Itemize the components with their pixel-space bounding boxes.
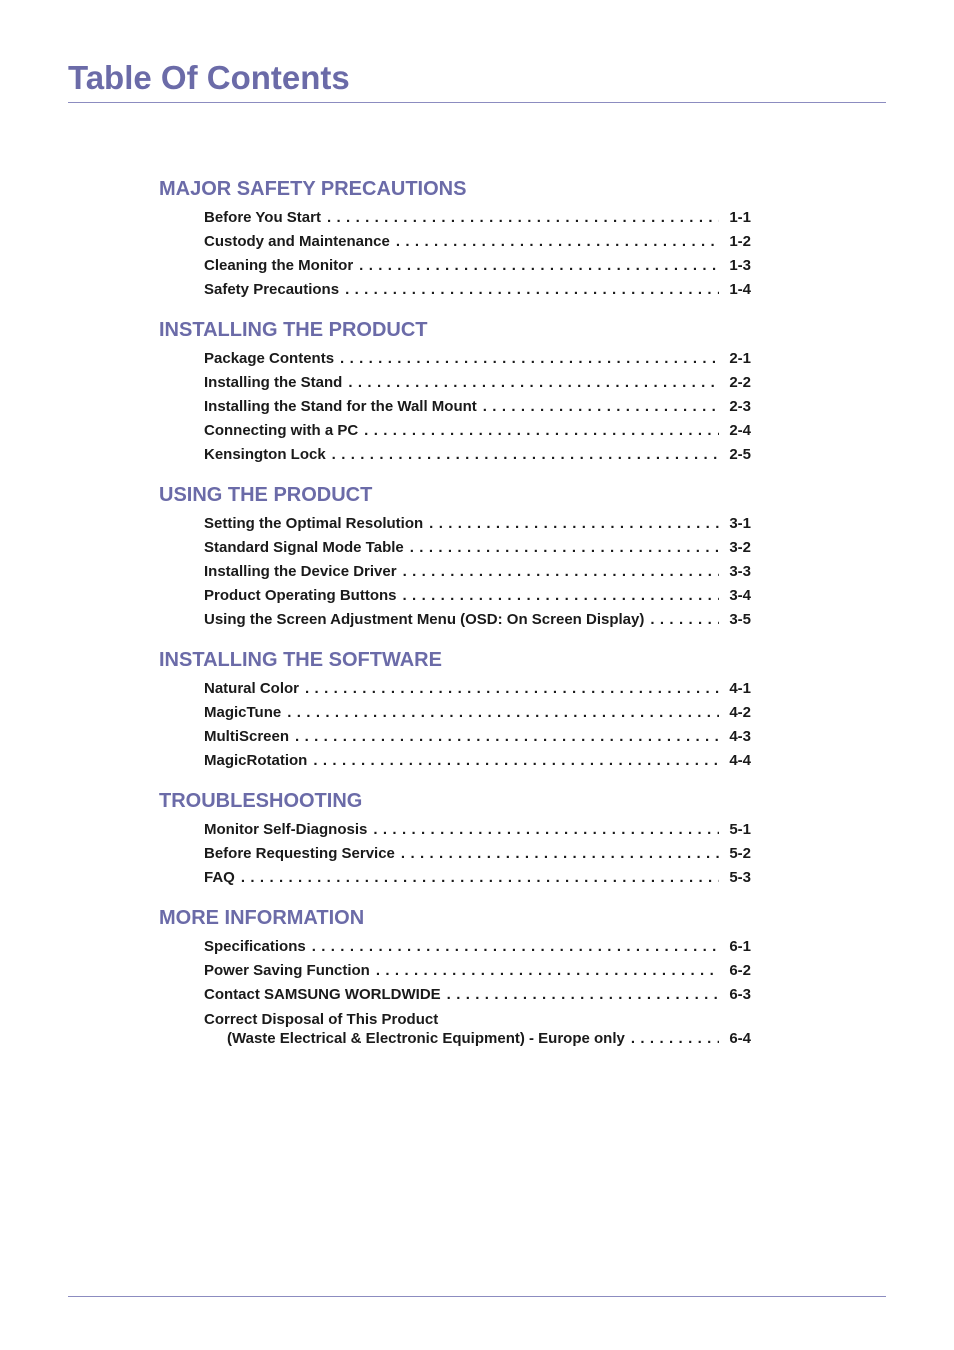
toc-entry[interactable] <box>204 347 751 371</box>
entry-page-number: 2-2 <box>729 374 751 391</box>
entry-label: Contact SAMSUNG WORLDWIDE <box>204 986 441 1003</box>
entry-list <box>159 512 751 632</box>
toc-entry[interactable] <box>204 725 751 749</box>
toc-entry[interactable] <box>204 983 751 1007</box>
entry-page-number: 4-4 <box>729 752 751 769</box>
entry-page-number: 5-2 <box>729 845 751 862</box>
entry-list <box>159 347 751 467</box>
entry-page-number: 1-4 <box>729 281 751 298</box>
dot-leader <box>313 749 719 773</box>
dot-leader <box>631 1029 719 1048</box>
entry-page-number: 2-3 <box>729 398 751 415</box>
toc-entry[interactable] <box>204 584 751 608</box>
entry-page-number: 6-4 <box>729 1030 751 1047</box>
toc-section-more-information <box>159 904 751 1048</box>
section-heading[interactable]: TROUBLESHOOTING <box>159 790 363 812</box>
entry-label: Installing the Device Driver <box>204 563 397 580</box>
dot-leader <box>348 371 719 395</box>
entry-page-number: 6-2 <box>729 962 751 979</box>
entry-page-number: 6-3 <box>729 986 751 1003</box>
dot-leader <box>376 959 719 983</box>
dot-leader <box>295 725 719 749</box>
toc-entry[interactable] <box>204 371 751 395</box>
entry-page-number: 3-4 <box>729 587 751 604</box>
footer-divider <box>68 1296 886 1297</box>
entry-label: MagicTune <box>204 704 282 721</box>
dot-leader <box>241 866 719 890</box>
toc-entry[interactable] <box>204 230 751 254</box>
toc-entry[interactable] <box>204 278 751 302</box>
entry-page-number: 4-1 <box>729 680 751 697</box>
table-of-contents <box>159 175 751 1062</box>
entry-label: Kensington Lock <box>204 446 326 463</box>
toc-entry[interactable] <box>204 536 751 560</box>
entry-page-number: 2-5 <box>729 446 751 463</box>
entry-label: Before Requesting Service <box>204 845 395 862</box>
section-heading[interactable]: USING THE PRODUCT <box>159 484 373 506</box>
entry-label: Power Saving Function <box>204 962 370 979</box>
entry-page-number: 2-4 <box>729 422 751 439</box>
toc-entry[interactable] <box>204 818 751 842</box>
section-heading[interactable]: INSTALLING THE SOFTWARE <box>159 649 442 671</box>
page-title: Table Of Contents <box>68 59 350 96</box>
section-heading[interactable]: MORE INFORMATION <box>159 907 365 929</box>
dot-leader <box>373 818 719 842</box>
dot-leader <box>332 443 719 467</box>
dot-leader <box>403 584 720 608</box>
toc-entry[interactable] <box>204 701 751 725</box>
entry-label: MultiScreen <box>204 728 290 745</box>
toc-entry[interactable] <box>204 419 751 443</box>
toc-entry[interactable] <box>204 842 751 866</box>
toc-section-troubleshooting <box>159 787 751 890</box>
toc-entry[interactable] <box>204 866 751 890</box>
entry-page-number: 3-5 <box>729 611 751 628</box>
entry-label: Cleaning the Monitor <box>204 257 354 274</box>
toc-entry[interactable] <box>204 206 751 230</box>
toc-entry[interactable] <box>204 677 751 701</box>
toc-entry[interactable] <box>204 749 751 773</box>
dot-leader <box>447 983 719 1007</box>
dot-leader <box>327 206 719 230</box>
toc-section-installing-product <box>159 316 751 467</box>
dot-leader <box>483 395 719 419</box>
toc-section-using-product <box>159 481 751 632</box>
toc-section-safety <box>159 175 751 302</box>
entry-label-continuation-row <box>204 1029 751 1048</box>
entry-label: Connecting with a PC <box>204 422 359 439</box>
dot-leader <box>410 536 719 560</box>
entry-page-number: 4-3 <box>729 728 751 745</box>
section-heading[interactable]: INSTALLING THE PRODUCT <box>159 319 428 341</box>
section-heading[interactable]: MAJOR SAFETY PRECAUTIONS <box>159 178 467 200</box>
entry-label: Product Operating Buttons <box>204 587 397 604</box>
entry-list <box>159 935 751 1048</box>
toc-entry[interactable] <box>204 512 751 536</box>
entry-label: Package Contents <box>204 350 335 367</box>
entry-list <box>159 818 751 890</box>
dot-leader <box>403 560 719 584</box>
toc-entry[interactable] <box>204 935 751 959</box>
title-divider <box>68 102 886 103</box>
entry-page-number: 5-1 <box>729 821 751 838</box>
dot-leader <box>359 254 719 278</box>
entry-label: MagicRotation <box>204 752 308 769</box>
toc-entry[interactable] <box>204 443 751 467</box>
entry-page-number: 2-1 <box>729 350 751 367</box>
entry-label: Setting the Optimal Resolution <box>204 515 424 532</box>
entry-label: Natural Color <box>204 680 300 697</box>
entry-page-number: 6-1 <box>729 938 751 955</box>
entry-label: Custody and Maintenance <box>204 233 390 250</box>
entry-page-number: 3-1 <box>729 515 751 532</box>
dot-leader <box>287 701 719 725</box>
entry-label: Installing the Stand for the Wall Mount <box>204 398 477 415</box>
dot-leader <box>429 512 719 536</box>
toc-entry[interactable] <box>204 959 751 983</box>
entry-label: Monitor Self-Diagnosis <box>204 821 368 838</box>
entry-page-number: 1-3 <box>729 257 751 274</box>
entry-label: Using the Screen Adjustment Menu (OSD: On Screen Display) <box>204 611 645 628</box>
entry-page-number: 3-2 <box>729 539 751 556</box>
entry-page-number: 1-2 <box>729 233 751 250</box>
toc-entry[interactable] <box>204 254 751 278</box>
entry-label: Correct Disposal of This Product <box>204 1011 439 1028</box>
entry-page-number: 5-3 <box>729 869 751 886</box>
toc-entry[interactable] <box>204 608 751 632</box>
toc-entry[interactable] <box>204 1010 751 1048</box>
toc-section-installing-software <box>159 646 751 773</box>
dot-leader <box>396 230 719 254</box>
entry-label: FAQ <box>204 869 235 886</box>
entry-label: Before You Start <box>204 209 321 226</box>
dot-leader <box>305 677 719 701</box>
dot-leader <box>345 278 719 302</box>
entry-label: Standard Signal Mode Table <box>204 539 404 556</box>
entry-label: Installing the Stand <box>204 374 343 391</box>
entry-list <box>159 206 751 302</box>
toc-entry[interactable] <box>204 560 751 584</box>
toc-entry[interactable] <box>204 395 751 419</box>
entry-page-number: 4-2 <box>729 704 751 721</box>
dot-leader <box>312 935 719 959</box>
entry-label-line2: (Waste Electrical & Electronic Equipment) - Europe only <box>227 1030 625 1047</box>
dot-leader <box>401 842 719 866</box>
entry-page-number: 1-1 <box>729 209 751 226</box>
entry-label: Safety Precautions <box>204 281 340 298</box>
dot-leader <box>340 347 719 371</box>
entry-label: Specifications <box>204 938 306 955</box>
entry-page-number: 3-3 <box>729 563 751 580</box>
dot-leader <box>650 608 719 632</box>
dot-leader <box>364 419 719 443</box>
entry-list <box>159 677 751 773</box>
